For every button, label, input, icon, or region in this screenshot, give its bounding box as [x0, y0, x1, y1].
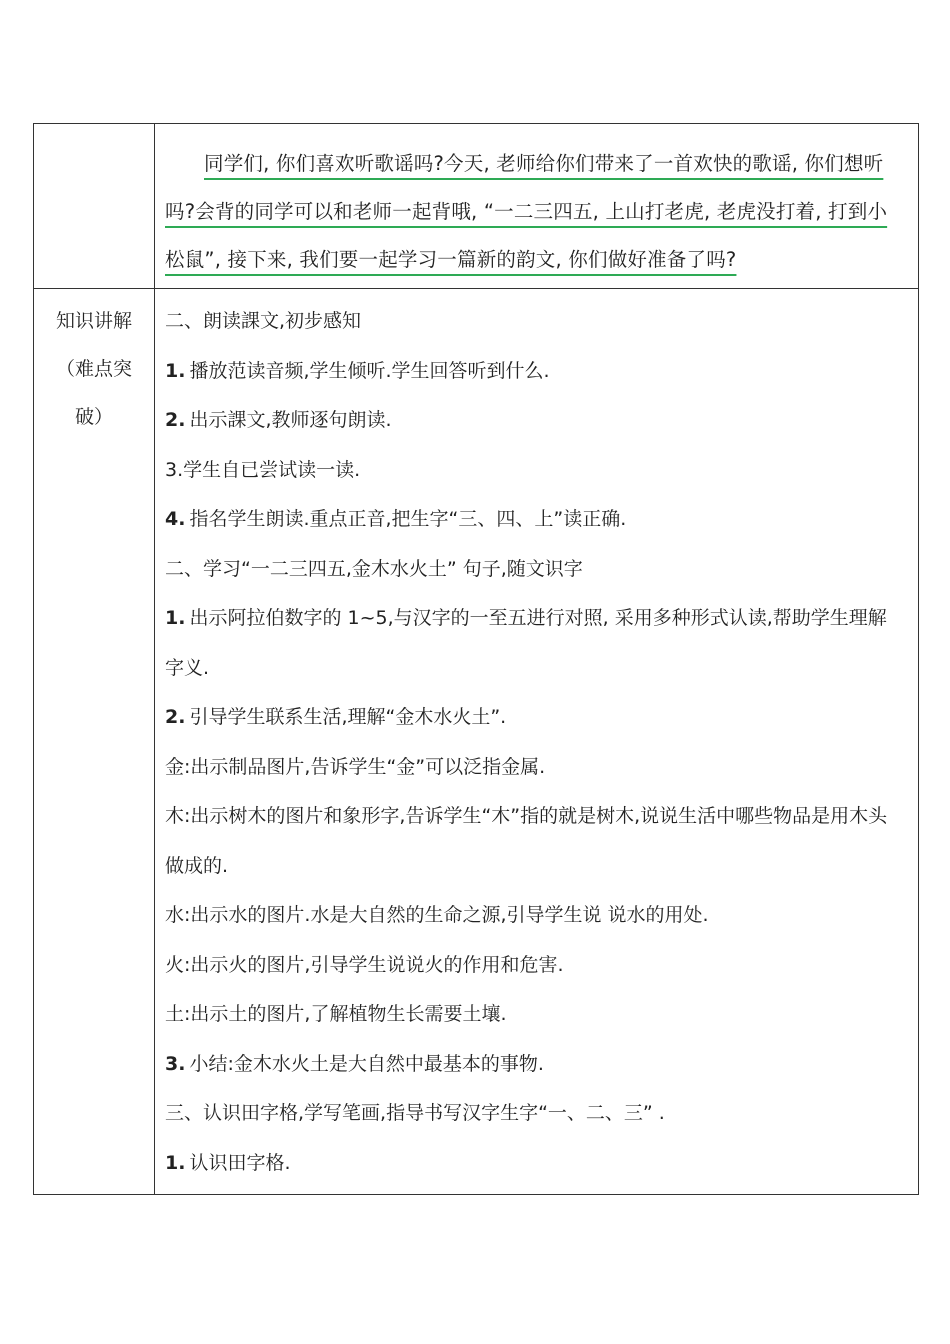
line-text: 水:出示水的图片.水是大自然的生命之源,引导学生说 说水的用处.: [165, 904, 709, 926]
content-line: [165, 1089, 904, 1139]
content-lines: [155, 289, 918, 1194]
content-line: [165, 941, 904, 991]
line-number: 2.: [165, 706, 186, 728]
content-line: [165, 693, 904, 743]
line-number: 4.: [165, 508, 186, 530]
line-number: 1.: [165, 607, 186, 629]
line-text: 金:出示制品图片,告诉学生“金”可以泛指金属.: [165, 755, 546, 778]
content-line: [165, 990, 904, 1040]
intro-label-cell: [34, 124, 155, 289]
knowledge-content-cell: [155, 289, 919, 1195]
content-line: [165, 495, 904, 545]
content-line: [165, 396, 904, 446]
content-line: [165, 1040, 904, 1090]
intro-content-cell: [155, 124, 919, 289]
intro-text: 同学们, 你们喜欢听歌谣吗?今天, 老师给你们带来了一首欢快的歌谣, 你们想听吗?会背的同学可以和老师一起背哦, “一二三四五, 上山打老虎, 老虎没打着, 打到小松鼠”, 接下来, 我们要一起学习一篇新的韵文, 你们做好准备了吗?: [165, 152, 888, 271]
section-label-cell: [34, 289, 155, 1195]
line-number: 3.: [165, 1052, 186, 1075]
content-line: [165, 792, 904, 891]
content-line: [165, 743, 904, 793]
content-line: [165, 297, 904, 347]
line-text: 3.学生自已尝试读一读.: [165, 458, 361, 481]
content-line: [165, 545, 904, 595]
content-line: [165, 347, 904, 397]
line-text: 出示阿拉伯数字的 1~5,与汉字的一至五进行对照, 采用多种形式认读,帮助学生理解字义.: [165, 607, 887, 679]
content-line: [165, 1139, 904, 1189]
line-number: 1.: [165, 1151, 186, 1174]
knowledge-row: [34, 289, 919, 1195]
section-label-line-3: 破）: [74, 406, 113, 428]
line-text: 引导学生联系生活,理解“金木水火土”.: [189, 706, 507, 728]
line-text: 出示課文,教师逐句朗读.: [189, 409, 392, 431]
lesson-plan-table: [33, 123, 919, 1195]
content-line: [165, 891, 904, 941]
line-text: 火:出示火的图片,引导学生说说火的作用和危害.: [165, 953, 564, 976]
line-text: 小结:金木水火土是大自然中最基本的事物.: [189, 1052, 544, 1075]
section-label-line-2: （难点突: [55, 358, 132, 380]
line-text: 土:出示土的图片,了解植物生长需要土壤.: [165, 1003, 507, 1025]
line-text: 指名学生朗读.重点正音,把生字“三、四、上”读正确.: [189, 508, 627, 530]
intro-row: [34, 124, 919, 289]
line-text: 木:出示树木的图片和象形字,告诉学生“木”指的就是树木,说说生活中哪些物品是用木头做成的.: [165, 805, 888, 877]
section-label: [34, 289, 154, 441]
section-label-line-1: 知识讲解: [55, 310, 132, 332]
line-text: 三、认识田字格,学写笔画,指导书写汉字生字“一、二、三” .: [165, 1102, 665, 1124]
line-text: 播放范读音频,学生倾听.学生回答听到什么.: [189, 359, 550, 382]
line-text: 认识田字格.: [189, 1151, 291, 1174]
content-line: [165, 446, 904, 496]
line-number: 2.: [165, 409, 186, 431]
content-line: [165, 594, 904, 693]
intro-paragraph: [155, 124, 918, 288]
line-text: 二、学习“一二三四五,金木水火土” 句子,随文识字: [165, 557, 583, 580]
line-number: 1.: [165, 359, 186, 382]
line-text: 二、朗读課文,初步感知: [165, 310, 362, 332]
